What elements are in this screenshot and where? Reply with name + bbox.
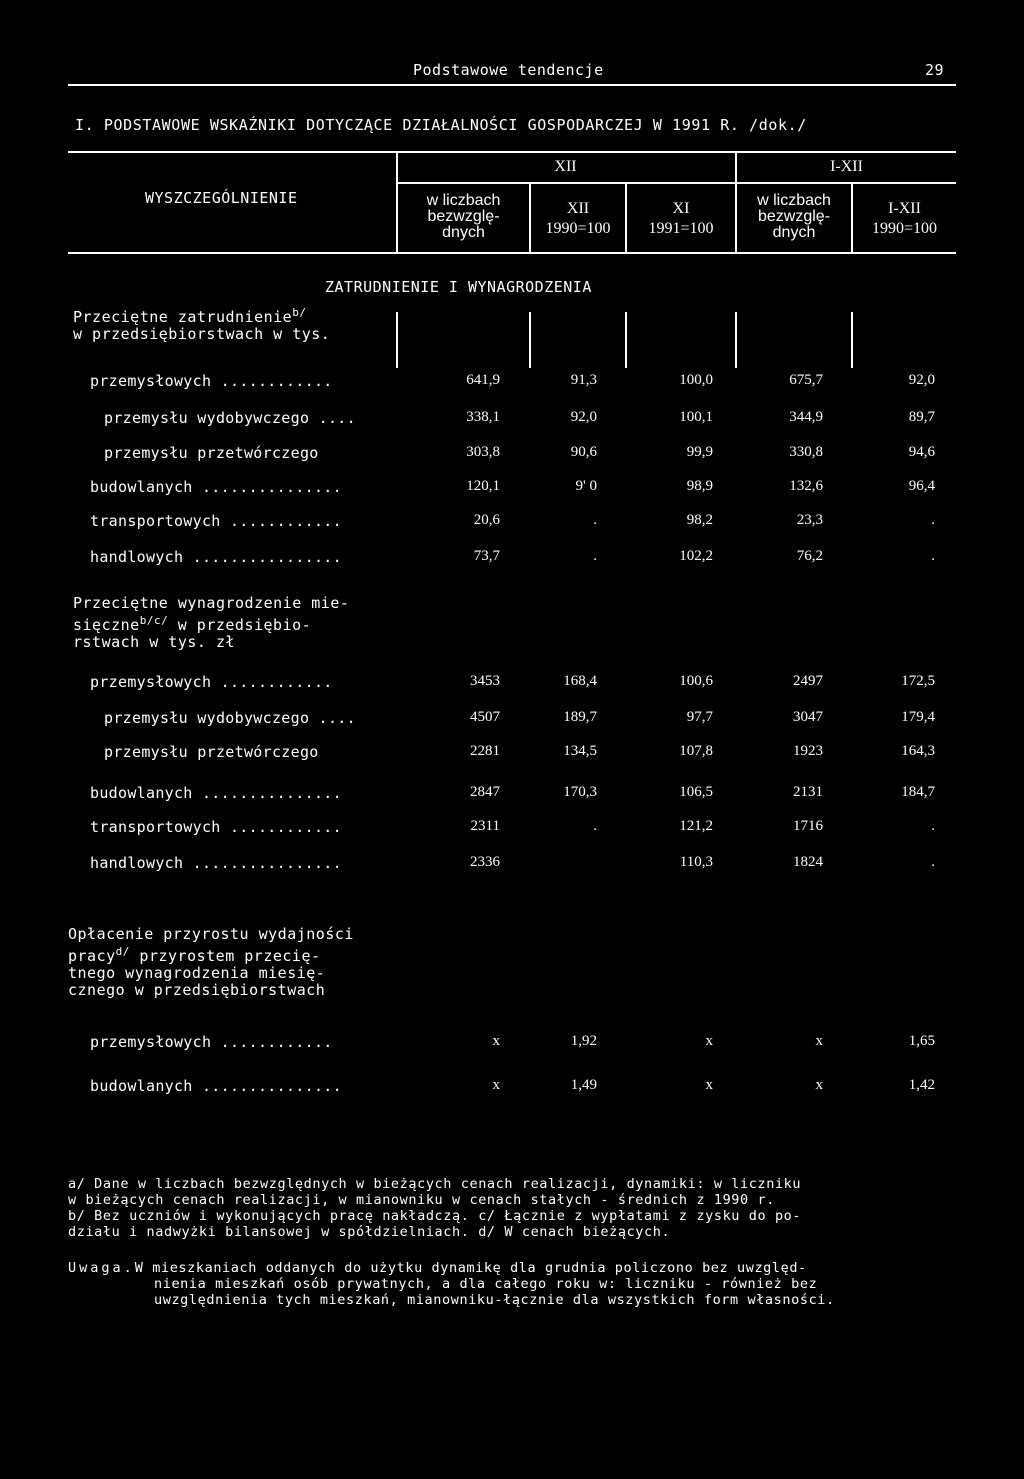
table-cell: . [931, 512, 935, 528]
table-cell: 2497 [793, 673, 823, 689]
table-cell: 98,9 [686, 478, 713, 494]
table-cell: 90,6 [570, 444, 597, 460]
table-cell: x [815, 1033, 823, 1049]
table-cell: 330,8 [789, 444, 823, 460]
table-cell: 2131 [793, 784, 823, 800]
table-cell: 92,0 [908, 372, 935, 388]
table-cell: 2336 [470, 854, 500, 870]
table-cell: 76,2 [796, 548, 823, 564]
table-cell: 100,0 [679, 372, 713, 388]
table-cell: 303,8 [466, 444, 500, 460]
table-title: I. PODSTAWOWE WSKAŹNIKI DOTYCZĄCE DZIAŁALNOŚCI GOSPODARCZEJ W 1991 R. /dok./ [75, 116, 807, 134]
table-cell: 23,3 [796, 512, 823, 528]
table-cell: 100,6 [679, 673, 713, 689]
table-cell: x [705, 1033, 713, 1049]
table-cell: 1,49 [570, 1077, 597, 1093]
block1-heading: Przeciętne zatrudnienie$^{b/}$ w przedsiębiorstwach w tys. [73, 306, 331, 343]
header-rule [68, 84, 956, 86]
table-cell: 1923 [793, 743, 823, 759]
row-label: przemysłowych ............ [90, 372, 333, 390]
table-cell: 9' 0 [575, 478, 597, 494]
table-cell: x [492, 1077, 500, 1093]
table-cell: . [593, 818, 597, 834]
table-cell: 73,7 [473, 548, 500, 564]
table-cell: 1,65 [908, 1033, 935, 1049]
table-cell: 106,5 [679, 784, 713, 800]
row-label: handlowych ................ [90, 854, 342, 872]
col2-header: XII 1990=100 [545, 200, 611, 237]
column-marker [529, 312, 531, 368]
table-cell: x [705, 1077, 713, 1093]
table-cell: 168,4 [563, 673, 597, 689]
table-cell: 2847 [470, 784, 500, 800]
group-header-xii: XII [554, 158, 577, 175]
table-cell: 100,1 [679, 409, 713, 425]
table-cell: 20,6 [473, 512, 500, 528]
table-cell: 94,6 [908, 444, 935, 460]
table-cell: 89,7 [908, 409, 935, 425]
running-title: Podstawowe tendencje [413, 61, 604, 79]
table-cell: 110,3 [679, 854, 713, 870]
table-cell: 675,7 [789, 372, 823, 388]
table-cell: x [492, 1033, 500, 1049]
table-cell: . [593, 512, 597, 528]
table-cell: . [931, 548, 935, 564]
table-cell: 184,7 [901, 784, 935, 800]
table-cell: 1716 [793, 818, 823, 834]
row-label: transportowych ............ [90, 818, 342, 836]
table-cell: 1,42 [908, 1077, 935, 1093]
row-label: przemysłu wydobywczego .... [104, 709, 356, 727]
table-cell: 172,5 [901, 673, 935, 689]
table-cell: 121,2 [679, 818, 713, 834]
table-cell: 1824 [793, 854, 823, 870]
col3-header: XI 1991=100 [648, 200, 714, 237]
table-cell: 164,3 [901, 743, 935, 759]
table-cell: 99,9 [686, 444, 713, 460]
row-label: przemysłu przetwórczego [104, 444, 319, 462]
row-label: przemysłu przetwórczego [104, 743, 319, 761]
table-cell: 3453 [470, 673, 500, 689]
row-label: transportowych ............ [90, 512, 342, 530]
footnotes: a/ Dane w liczbach bezwzględnych w bieżących cenach realizacji, dynamiki: w liczniku w bieżących cenach realizacji, w mianowniku w cenach stałych - średnich z 1990 r. b/ Bez uczniów i wykonujących pracę nakładczą. c/ Łącznie z wypłatami z zysku do po- działu i nadwyżki bilansowej w spółdzielniach. d/ W cenach bieżących. [68, 1176, 802, 1240]
row-label: przemysłowych ............ [90, 673, 333, 691]
table-cell: 102,2 [679, 548, 713, 564]
page-number: 29 [925, 61, 945, 79]
table-cell: . [593, 548, 597, 564]
table-cell: 2311 [470, 818, 500, 834]
group-header-ixii: I-XII [830, 158, 863, 175]
column-marker [396, 312, 398, 368]
table-cell: 338,1 [466, 409, 500, 425]
table-cell: 91,3 [570, 372, 597, 388]
row-label: przemysłu wydobywczego .... [104, 409, 356, 427]
row-label: przemysłowych ............ [90, 1033, 333, 1051]
uwaga-note: Uwaga.W mieszkaniach oddanych do użytku dynamikę dla grudnia policzono bez uwzględ- nienia mieszkań osób prywatnych, a dla całego roku w: liczniku - również bez uwzględnienia tych mieszkań, mianowniku-łącznie dla wszystkich form własności. [68, 1260, 835, 1308]
table-cell: 2281 [470, 743, 500, 759]
table-cell: 170,3 [563, 784, 597, 800]
table-cell: 134,5 [563, 743, 597, 759]
stub-header: WYSZCZEGÓLNIENIE [145, 189, 298, 207]
table-cell: 132,6 [789, 478, 823, 494]
column-marker [625, 312, 627, 368]
col1-header: w liczbach bezwzglę- dnych [426, 192, 501, 241]
table-cell: 1,92 [570, 1033, 597, 1049]
table-cell: 96,4 [908, 478, 935, 494]
column-marker [851, 312, 853, 368]
table-cell: . [931, 854, 935, 870]
col5-header: I-XII 1990=100 [871, 200, 938, 237]
table-cell: x [815, 1077, 823, 1093]
block3-heading: Opłacenie przyrostu wydajności pracy$^{d/}$ przyrostem przecię- tnego wynagrodzenia miesię- cznego w przedsiębiorstwach [68, 925, 354, 999]
row-label: budowlanych ............... [90, 784, 342, 802]
table-cell: 98,2 [686, 512, 713, 528]
row-label: budowlanych ............... [90, 478, 342, 496]
table-cell: 344,9 [789, 409, 823, 425]
table-cell: . [931, 818, 935, 834]
table-cell: 92,0 [570, 409, 597, 425]
row-label: handlowych ................ [90, 548, 342, 566]
column-marker [735, 312, 737, 368]
col4-header: w liczbach bezwzglę- dnych [757, 192, 831, 241]
table-cell: 120,1 [466, 478, 500, 494]
table-cell: 641,9 [466, 372, 500, 388]
table-cell: 4507 [470, 709, 500, 725]
header-bottom-rule [68, 252, 956, 254]
block2-heading: Przeciętne wynagrodzenie mie- sięczne$^{b/c/}$ w przedsiębio- rstwach w tys. zł [73, 594, 350, 651]
table-top-rule [68, 151, 956, 153]
table-cell: 107,8 [679, 743, 713, 759]
table-cell: 3047 [793, 709, 823, 725]
group-rule [396, 182, 956, 184]
table-cell: 179,4 [901, 709, 935, 725]
row-label: budowlanych ............... [90, 1077, 342, 1095]
section-title: ZATRUDNIENIE I WYNAGRODZENIA [325, 278, 592, 296]
table-cell: 189,7 [563, 709, 597, 725]
table-cell: 97,7 [686, 709, 713, 725]
